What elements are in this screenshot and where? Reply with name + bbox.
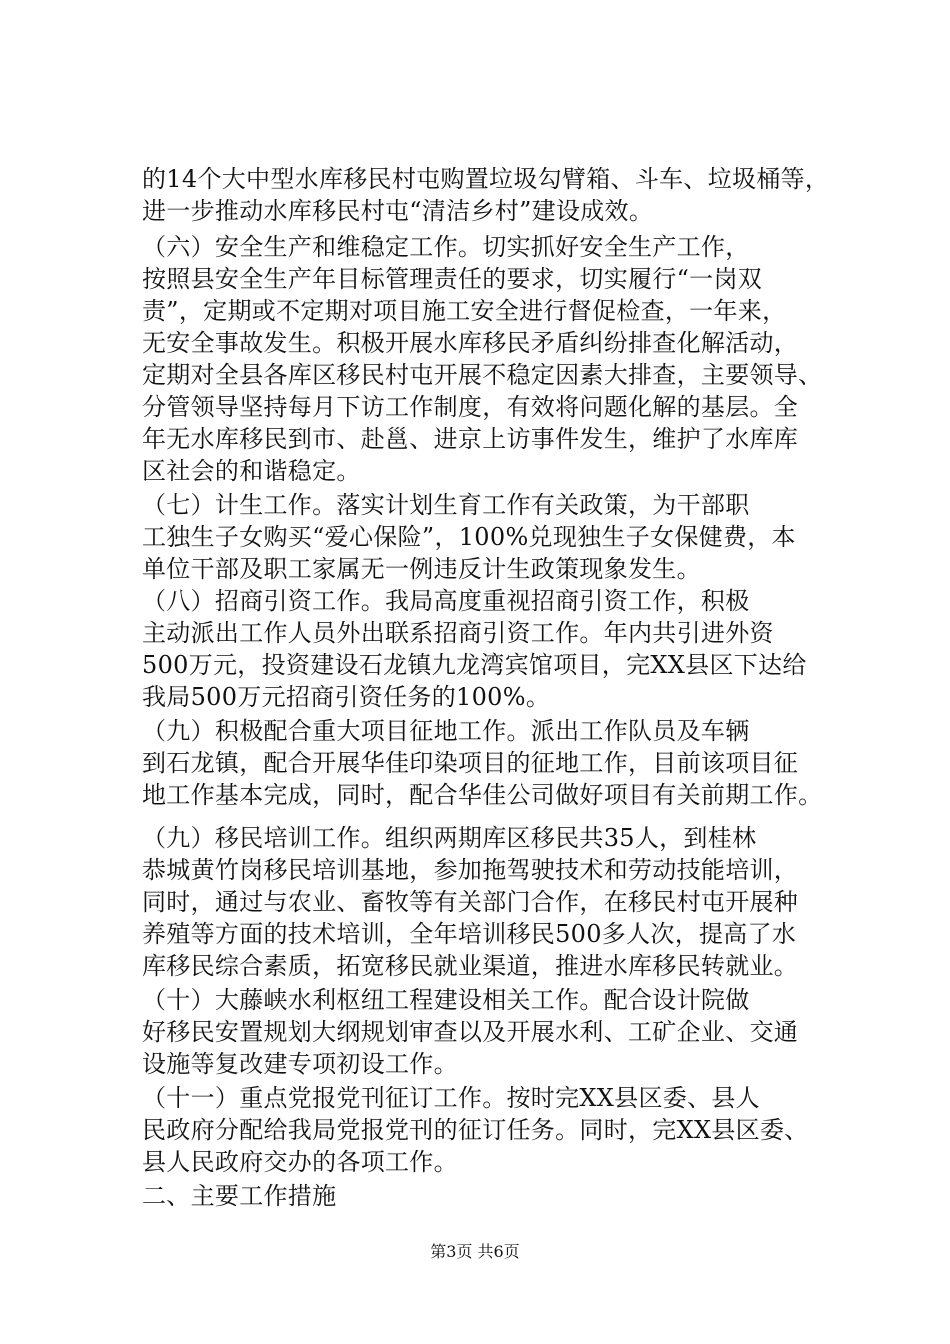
text-line: 县人民政府交办的各项工作。: [142, 1148, 458, 1176]
text-line: 进一步推动水库移民村屯“清洁乡村”建设成效。: [142, 197, 654, 225]
text-line: 我局500万元招商引资任务的100%。: [142, 683, 551, 711]
text-line: 区社会的和谐稳定。: [142, 457, 361, 485]
text-line: （九）积极配合重大项目征地工作。派出工作队员及车辆: [142, 717, 750, 745]
text-line: 设施等复改建专项初设工作。: [142, 1050, 458, 1078]
text-line: （十一）重点党报党刊征订工作。按时完XX县区委、县人: [142, 1084, 760, 1112]
text-line: （九）移民培训工作。组织两期库区移民共35人，到桂林: [142, 824, 757, 852]
text-line: 单位干部及职工家属无一例违反计生政策现象发生。: [142, 555, 701, 583]
text-line: （十）大藤峡水利枢纽工程建设相关工作。配合设计院做: [142, 986, 750, 1014]
text-line: 好移民安置规划大纲规划审查以及开展水利、工矿企业、交通: [142, 1018, 799, 1046]
text-line: 分管领导坚持每月下访工作制度，有效将问题化解的基层。全: [142, 393, 799, 421]
text-line: 的14个大中型水库移民村屯购置垃圾勾臂箱、斗车、垃圾桶等，: [142, 165, 830, 193]
text-line: 地工作基本完成，同时，配合华佳公司做好项目有关前期工作。: [142, 781, 823, 809]
text-line: 恭城黄竹岗移民培训基地，参加拖驾驶技术和劳动技能培训，: [142, 856, 799, 884]
text-line: 工独生子女购买“爱心保险”，100%兑现独生子女保健费，本: [142, 523, 796, 551]
text-line: （七）计生工作。落实计划生育工作有关政策，为干部职: [142, 491, 750, 519]
text-line: 责”，定期或不定期对项目施工安全进行督促检查，一年来，: [142, 297, 787, 325]
page-footer: 第3页 共6页: [430, 1242, 520, 1261]
text-line: 二、主要工作措施: [142, 1182, 337, 1210]
text-line: （八）招商引资工作。我局高度重视招商引资工作，积极: [142, 587, 750, 615]
text-line: 养殖等方面的技术培训，全年培训移民500多人次，提高了水: [142, 920, 797, 948]
text-line: 库移民综合素质，拓宽移民就业渠道，推进水库移民转就业。: [142, 952, 799, 980]
text-line: （六）安全生产和维稳定工作。切实抓好安全生产工作，: [142, 233, 750, 261]
text-line: 按照县安全生产年目标管理责任的要求，切实履行“一岗双: [142, 265, 763, 293]
text-line: 同时，通过与农业、畜牧等有关部门合作，在移民村屯开展种: [142, 888, 799, 916]
text-line: 年无水库移民到市、赴邕、进京上访事件发生，维护了水库库: [142, 425, 799, 453]
text-line: 定期对全县各库区移民村屯开展不稳定因素大排查，主要领导、: [142, 361, 823, 389]
text-line: 500万元，投资建设石龙镇九龙湾宾馆项目，完XX县区下达给: [142, 651, 807, 679]
text-line: 民政府分配给我局党报党刊的征订任务。同时，完XX县区委、: [142, 1116, 809, 1144]
text-line: 主动派出工作人员外出联系招商引资工作。年内共引进外资: [142, 619, 774, 647]
text-line: 无安全事故发生。积极开展水库移民矛盾纠纷排查化解活动，: [142, 329, 799, 357]
text-line: 到石龙镇，配合开展华佳印染项目的征地工作，目前该项目征: [142, 749, 799, 777]
